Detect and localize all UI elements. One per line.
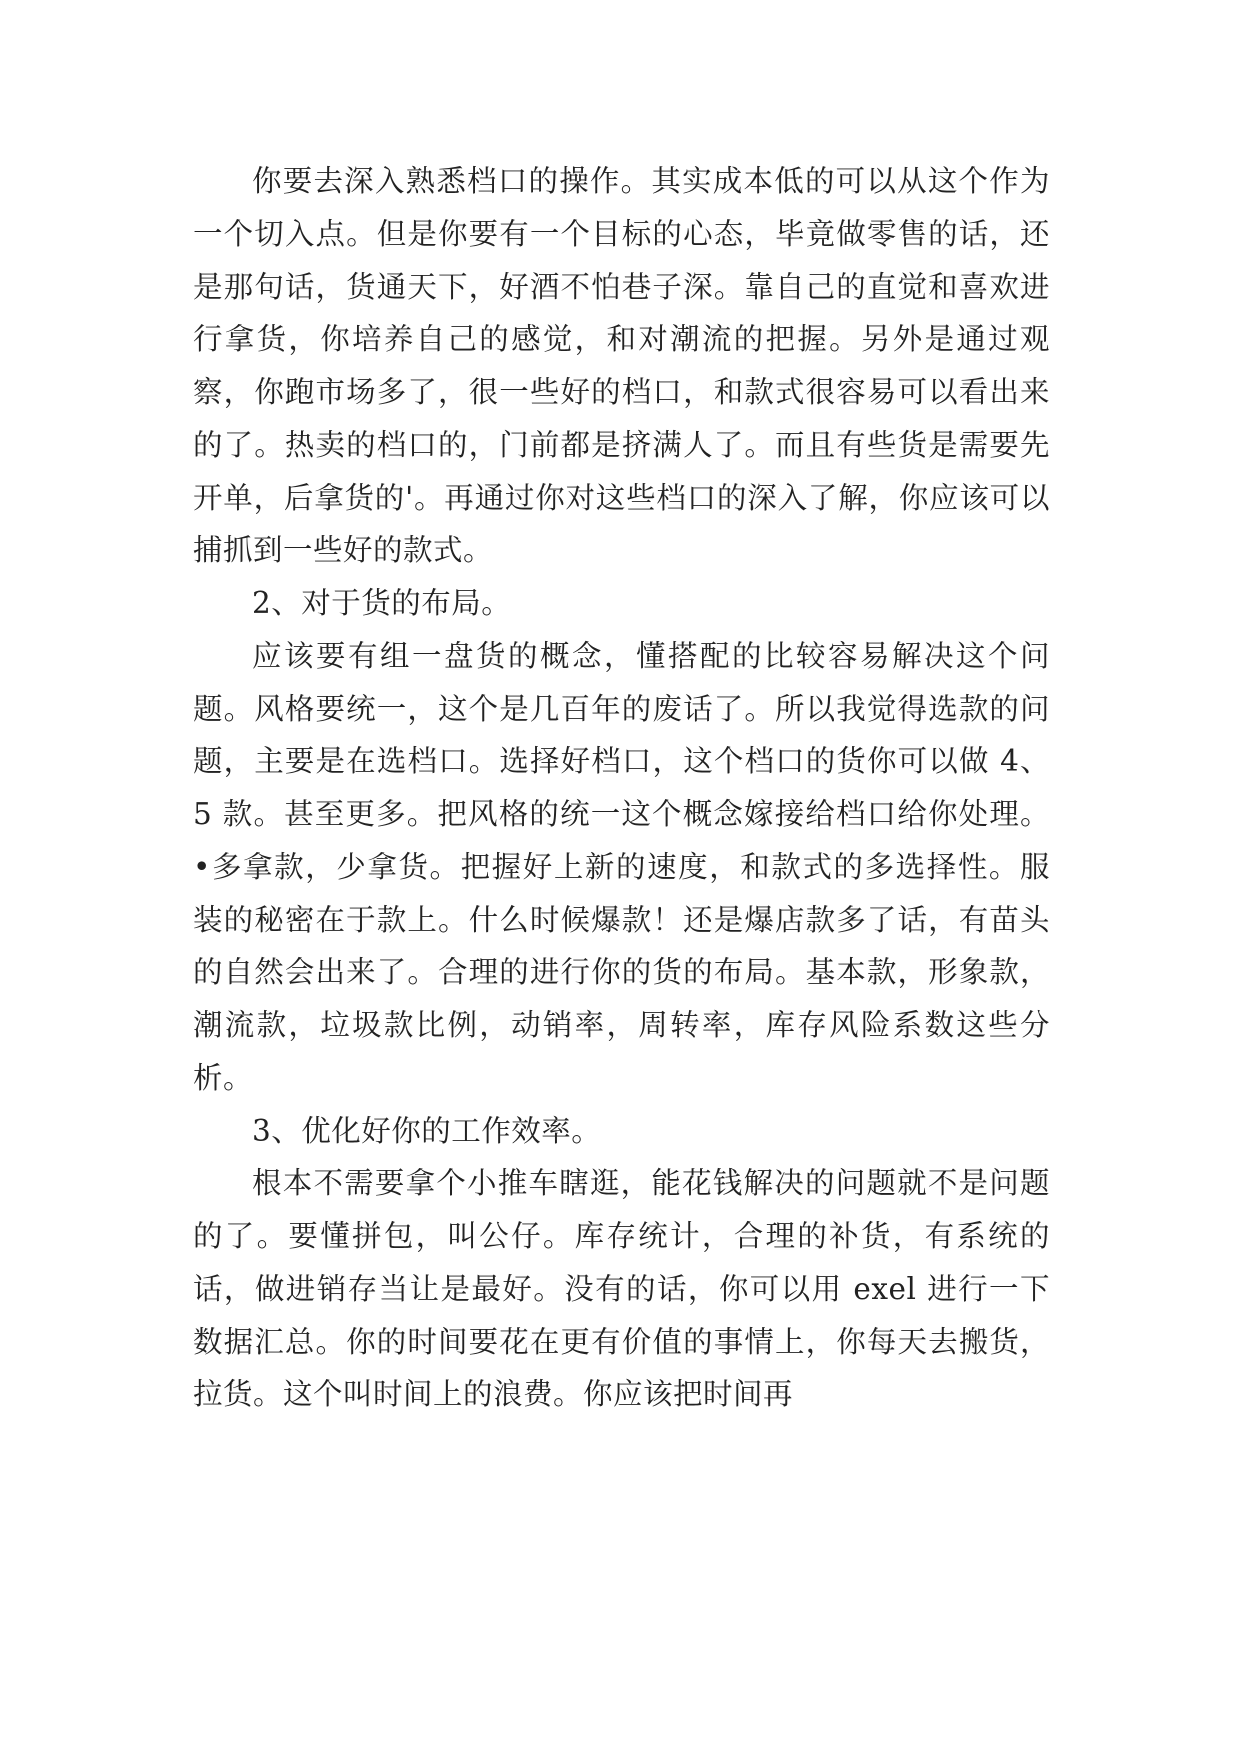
section-heading-work-efficiency: 3、优化好你的工作效率。	[252, 1113, 602, 1148]
paragraph-goods-layout: 应该要有组一盘货的概念，懂搭配的比较容易解决这个问题。风格要统一，这个是几百年的废话了。所以我觉得选款的问题，主要是在选档口。选择好档口，这个档口的货你可以做 4、5 款。甚至更多。把风格的统一这个概念嫁接给档口给你处理。•多拿款，少拿货。把握好上新的速度，和款式的多选择性。服装的秘密在于款上。什么时候爆款！还是爆店款多了话，有苗头的自然会出来了。合理的进行你的货的布局。基本款，形象款，潮流款，垃圾款比例，动销率，周转率，库存风险系数这些分析。	[193, 638, 1050, 1095]
paragraph-work-efficiency: 根本不需要拿个小推车瞎逛，能花钱解决的问题就不是问题的了。要懂拼包，叫公仔。库存统计，合理的补货，有系统的话，做进销存当让是最好。没有的话，你可以用 exel 进行一下数据汇总。你的时间要花在更有价值的事情上，你每天去搬货，拉货。这个叫时间上的浪费。你应该把时间再	[193, 1166, 1050, 1412]
document-body	[193, 155, 1050, 1421]
paragraph-stall-operations: 你要去深入熟悉档口的操作。其实成本低的可以从这个作为一个切入点。但是你要有一个目标的心态，毕竟做零售的话，还是那句话，货通天下，好酒不怕巷子深。靠自己的直觉和喜欢进行拿货，你培养自己的感觉，和对潮流的把握。另外是通过观察，你跑市场多了，很一些好的档口，和款式很容易可以看出来的了。热卖的档口的，门前都是挤满人了。而且有些货是需要先开单，后拿货的'。再通过你对这些档口的深入了解，你应该可以捕抓到一些好的款式。	[193, 164, 1050, 568]
section-heading-goods-layout: 2、对于货的布局。	[252, 586, 512, 620]
